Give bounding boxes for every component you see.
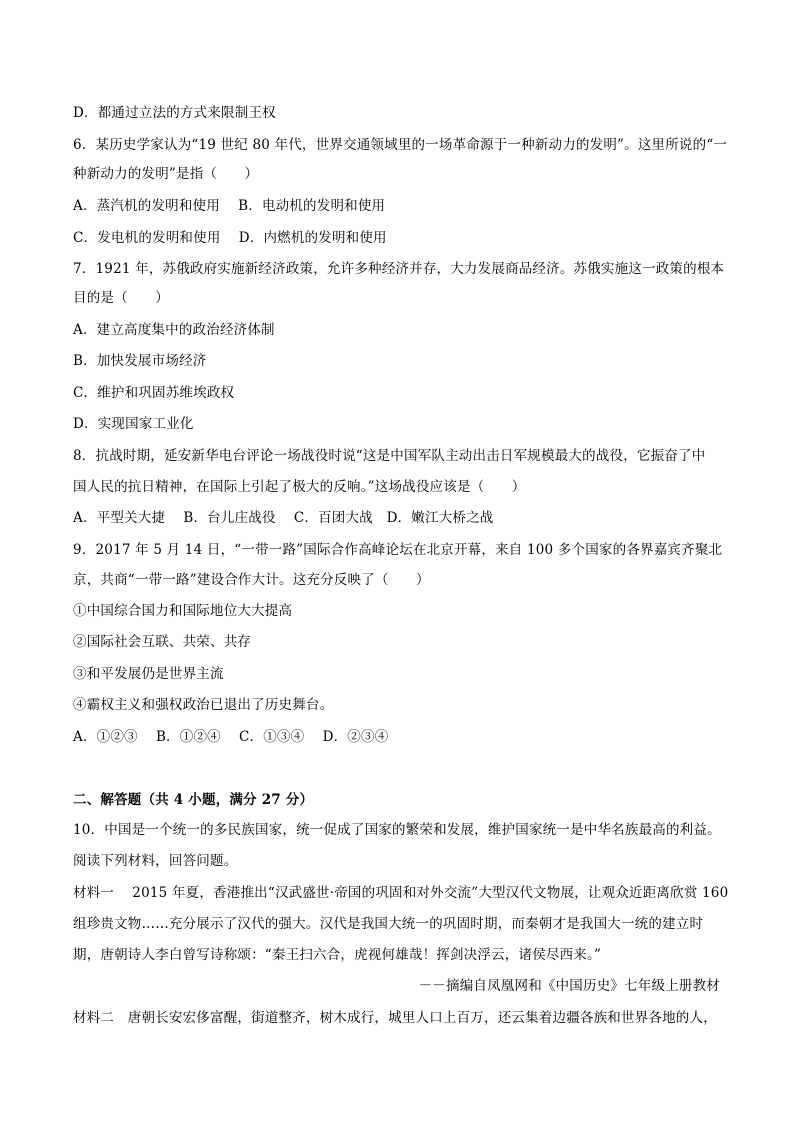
material-1-line-3: 期，唐朝诗人李白曾写诗称颂：“秦王扫六合，虎视何雄哉！挥剑决浮云，诸侯尽西来。” (73, 947, 602, 963)
q6-stem-line-1: 6．某历史学家认为“19 世纪 80 年代，世界交通领域里的一场革命源于一种新动力的发明”。这里所说的“一 (73, 137, 728, 153)
material-2-line-1: 材料二 唐朝长安宏侈富醒，街道整齐，树木成行，城里人口上百万，还云集着边疆各族和世界各地的人， (73, 1010, 717, 1026)
q10-stem-line-2: 阅读下列材料，回答问题。 (73, 853, 238, 869)
q6-stem-line-2: 种新动力的发明”是指（ ） (73, 166, 259, 182)
q7-stem-line-1: 7．1921 年，苏俄政府实施新经济政策，允许多种经济并存，大力发展商品经济。苏俄实施这一政策的根本 (73, 261, 725, 277)
q9-statement-2: ②国际社会互联、共荣、共存 (73, 634, 252, 650)
q6-options-ab: A．蒸汽机的发明和使用 B．电动机的发明和使用 (73, 198, 386, 214)
q7-option-a: A．建立高度集中的政治经济体制 (73, 322, 275, 338)
q9-statement-1: ①中国综合国力和国际地位大大提高 (73, 603, 293, 619)
section-heading: 二、解答题（共 4 小题，满分 27 分） (73, 792, 314, 808)
q7-option-d: D．实现国家工业化 (73, 416, 194, 432)
q10-stem-line-1: 10．中国是一个统一的多民族国家，统一促成了国家的繁荣和发展，维护国家统一是中华名族最高的利益。 (73, 822, 721, 838)
q5-option-d: D．都通过立法的方式来限制王权 (73, 105, 276, 121)
q7-stem-line-2: 目的是（ ） (73, 290, 169, 306)
material-1-source: －－摘编自凤凰网和《中国历史》七年级上册教材 (418, 978, 720, 994)
q8-stem-line-2: 国人民的抗日精神，在国际上引起了极大的反响。”这场战役应该是（ ） (73, 479, 526, 495)
material-1-line-2: 组珍贵文物……充分展示了汉代的强大。汉代是我国大统一的巩固时期，而秦朝才是我国大一统的建立时 (73, 916, 704, 932)
q7-option-c: C．维护和巩固苏维埃政权 (73, 385, 235, 401)
q9-statement-3: ③和平发展仍是世界主流 (73, 666, 224, 682)
material-1-line-1: 材料一 2015 年夏，香港推出“汉武盛世·帝国的巩固和对外交流”大型汉代文物展，让观众近距离欣赏 160 (73, 885, 729, 901)
q7-option-b: B．加快发展市场经济 (73, 353, 207, 369)
q8-stem-line-1: 8．抗战时期，延安新华电台评论一场战役时说“这是中国军队主动出击日军规模最大的战役，它振奋了中 (73, 448, 706, 464)
q9-options: A．①②③ B．①②④ C．①③④ D．②③④ (73, 729, 389, 745)
q9-statement-4: ④霸权主义和强权政治已退出了历史舞台。 (73, 697, 334, 713)
q9-stem-line-1: 9．2017 年 5 月 14 日，“一带一路”国际合作高峰论坛在北京开幕，来自 100 多个国家的各界嘉宾齐聚北 (73, 542, 723, 558)
q9-stem-line-2: 京，共商“一带一路”建设合作大计。这充分反映了（ ） (73, 572, 430, 588)
q8-options: A．平型关大捷 B．台儿庄战役 C．百团大战 D．嫩江大桥之战 (73, 510, 494, 526)
q6-options-cd: C．发电机的发明和使用 D．内燃机的发明和使用 (73, 230, 387, 246)
